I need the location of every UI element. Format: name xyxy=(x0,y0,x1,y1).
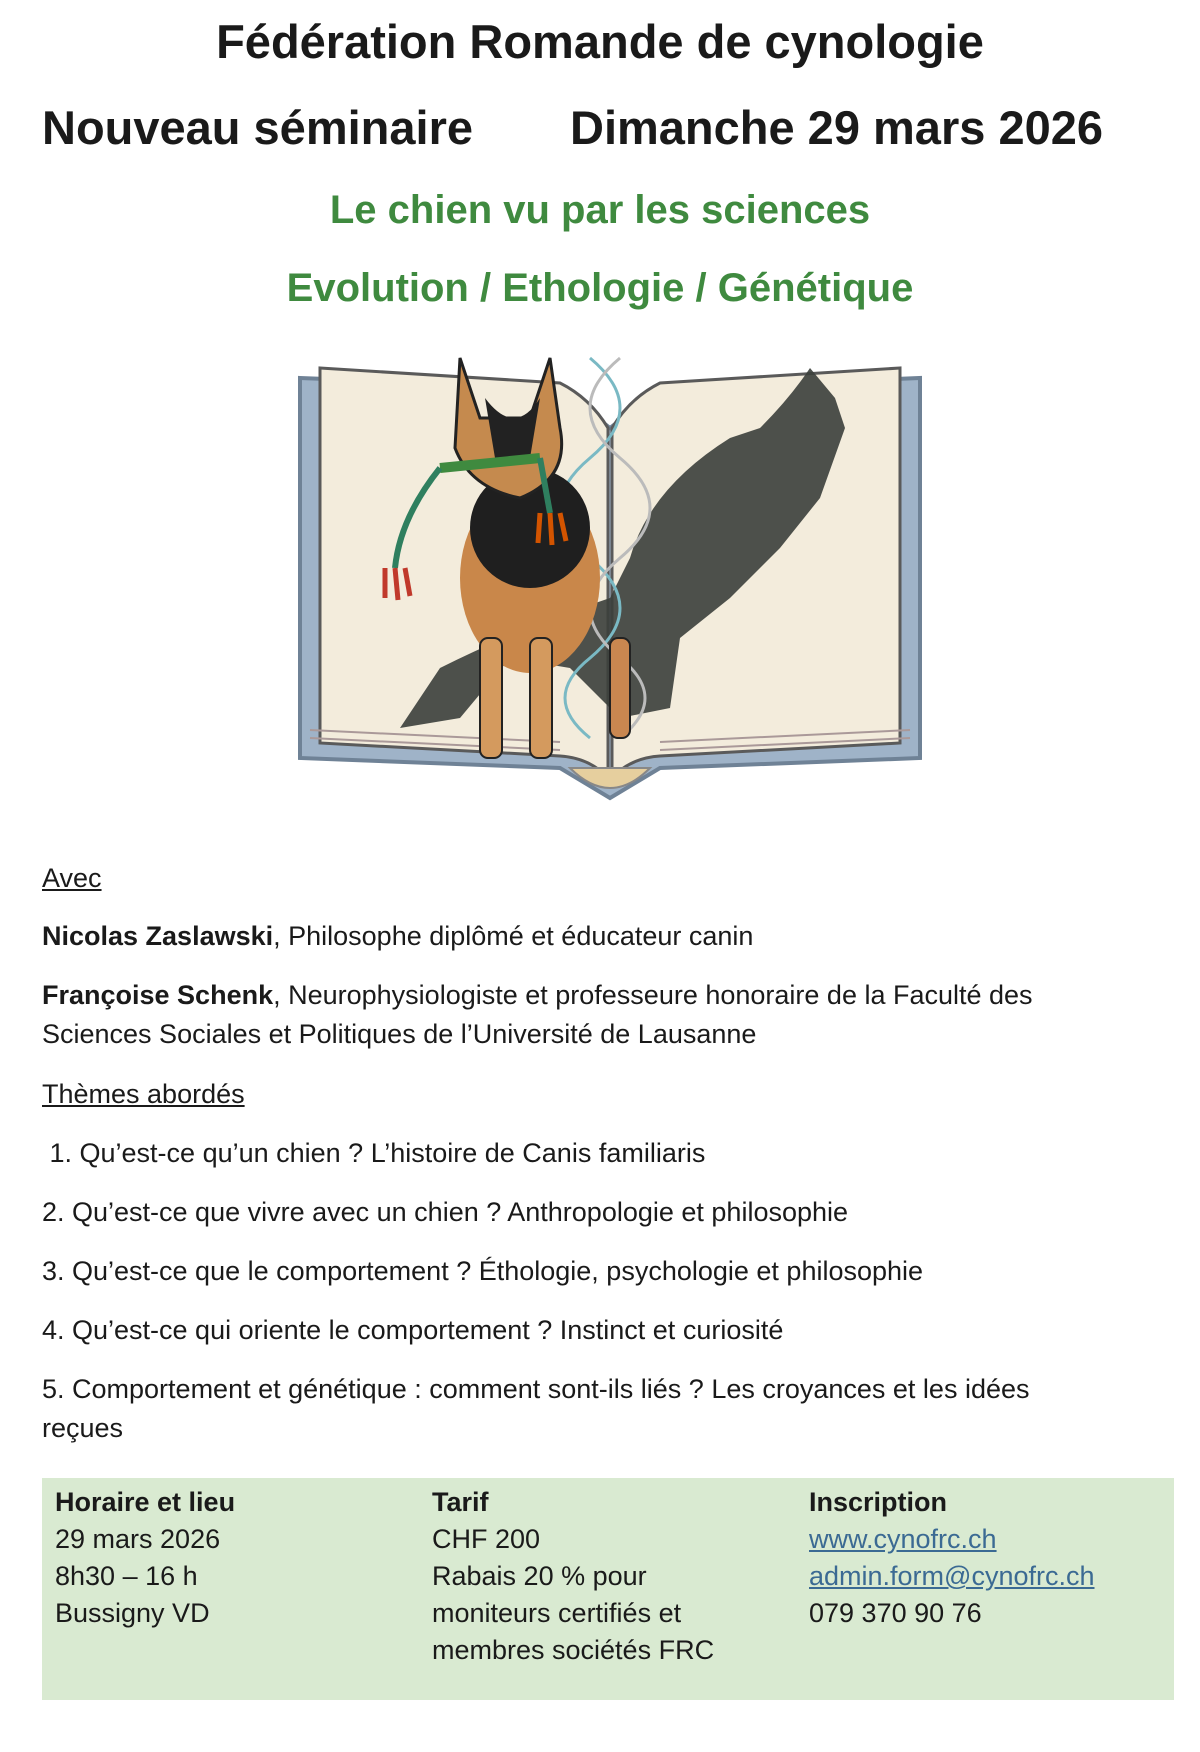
price-discount-3: membres sociétés FRC xyxy=(432,1635,715,1665)
event-date: Dimanche 29 mars 2026 xyxy=(570,101,1103,154)
organization-title: Fédération Romande de cynologie xyxy=(216,15,984,68)
theme-item-cont: reçues xyxy=(42,1413,124,1443)
speaker-1-name: Nicolas Zaslawski xyxy=(42,921,274,951)
speaker-1 xyxy=(42,916,753,956)
speaker-2 xyxy=(42,975,1033,1015)
theme-item: 2. Qu’est-ce que vivre avec un chien ? Anthropologie et philosophie xyxy=(42,1197,849,1227)
speaker-2-desc-cont: Sciences Sociales et Politiques de l’Université de Lausanne xyxy=(42,1019,757,1049)
theme-item: 3. Qu’est-ce que le comportement ? Éthologie, psychologie et philosophie xyxy=(42,1256,924,1286)
speakers-heading: Avec xyxy=(42,863,102,893)
theme-item: 1. Qu’est-ce qu’un chien ? L’histoire de Canis familiaris xyxy=(42,1138,706,1168)
seminar-title: Le chien vu par les sciences xyxy=(329,188,871,232)
price-heading: Tarif xyxy=(432,1487,489,1517)
event-label: Nouveau séminaire xyxy=(42,101,474,154)
speaker-1-desc: , Philosophe diplômé et éducateur canin xyxy=(273,921,754,951)
email-link[interactable]: admin.form@cynofrc.ch xyxy=(809,1561,1095,1591)
theme-item: 5. Comportement et génétique : comment sont-ils liés ? Les croyances et les idées xyxy=(42,1374,1030,1404)
schedule-date: 29 mars 2026 xyxy=(55,1524,221,1554)
theme-item: 4. Qu’est-ce qui oriente le comportement ? Instinct et curiosité xyxy=(42,1315,784,1345)
schedule-place: Bussigny VD xyxy=(55,1598,210,1628)
registration-column xyxy=(809,1484,1095,1632)
price-discount-1: Rabais 20 % pour xyxy=(432,1561,647,1591)
schedule-heading: Horaire et lieu xyxy=(55,1487,236,1517)
speaker-2-desc: , Neurophysiologiste et professeure honoraire de la Faculté des xyxy=(273,980,1033,1010)
price-discount-2: moniteurs certifiés et xyxy=(432,1598,682,1628)
speaker-2-name: Françoise Schenk xyxy=(42,980,274,1010)
phone-number: 079 370 90 76 xyxy=(809,1598,982,1628)
schedule-time: 8h30 – 16 h xyxy=(55,1561,198,1591)
schedule-column xyxy=(55,1484,235,1632)
price-amount: CHF 200 xyxy=(432,1524,541,1554)
website-link[interactable]: www.cynofrc.ch xyxy=(809,1524,997,1554)
dog-book-illustration-icon xyxy=(290,338,930,838)
themes-heading: Thèmes abordés xyxy=(42,1079,245,1109)
seminar-topics: Evolution / Ethologie / Génétique xyxy=(286,266,914,310)
info-panel xyxy=(42,1478,1174,1700)
registration-heading: Inscription xyxy=(809,1487,948,1517)
price-column xyxy=(432,1484,714,1669)
